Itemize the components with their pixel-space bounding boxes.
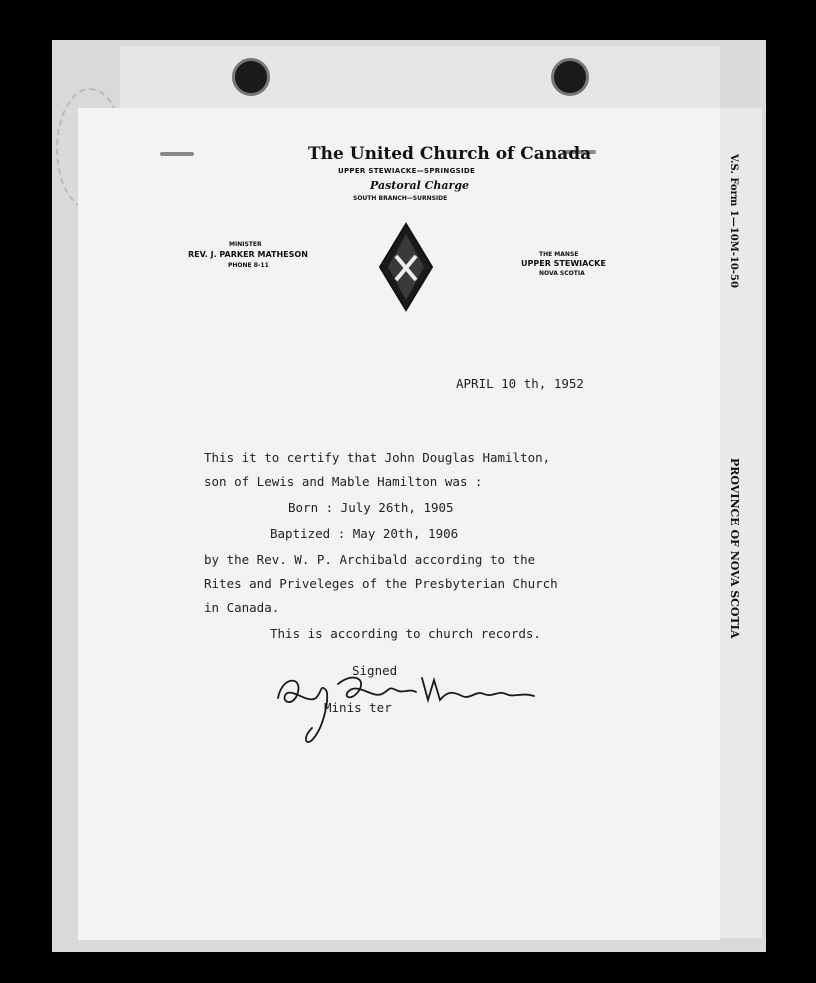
province-label: PROVINCE OF NOVA SCOTIA (728, 458, 741, 639)
signed-label: Signed (352, 663, 398, 678)
folder-top-strip (120, 46, 720, 108)
certificate-letter (78, 108, 720, 940)
letter-line-2: son of Lewis and Mable Hamilton was : (204, 474, 483, 489)
minister-title: Minis ter (324, 700, 392, 715)
letter-line-6: Rites and Priveleges of the Presbyterian Church (204, 576, 558, 591)
punch-hole-left (232, 58, 270, 96)
side-form-sheet (716, 108, 762, 938)
letter-line-8: This is according to church records. (270, 626, 541, 641)
church-crest-icon (376, 222, 436, 312)
handwritten-signature (272, 668, 542, 748)
signature-text: Rev. J. Parker Matheson (272, 668, 284, 669)
letter-line-5: by the Rev. W. P. Archibald according to the (204, 552, 536, 567)
pastoral-charge: Pastoral Charge (370, 179, 470, 192)
punch-hole-right (551, 58, 589, 96)
letter-line-1: This it to certify that John Douglas Hamilton, (204, 450, 551, 465)
manse-label: THE MANSE (539, 251, 579, 258)
church-name: The United Church of Canada (308, 144, 592, 164)
minister-phone: PHONE 8-11 (228, 262, 269, 269)
letter-line-baptized: Baptized : May 20th, 1906 (270, 526, 459, 541)
manse-place: UPPER STEWIACKE (521, 259, 606, 268)
letter-line-7: in Canada. (204, 600, 280, 615)
letter-line-born: Born : July 26th, 1905 (288, 500, 454, 515)
letter-date: APRIL 10 th, 1952 (456, 376, 584, 391)
branches-line: SOUTH BRANCH—SURNSIDE (353, 195, 448, 202)
manse-province: NOVA SCOTIA (539, 270, 585, 277)
form-number: V.S. Form 1—10M-10-50 (728, 154, 739, 288)
charge-line: UPPER STEWIACKE—SPRINGSIDE (338, 167, 476, 175)
minister-label: MINISTER (229, 241, 262, 248)
minister-name: REV. J. PARKER MATHESON (188, 250, 308, 259)
staple-mark-left (160, 152, 194, 156)
